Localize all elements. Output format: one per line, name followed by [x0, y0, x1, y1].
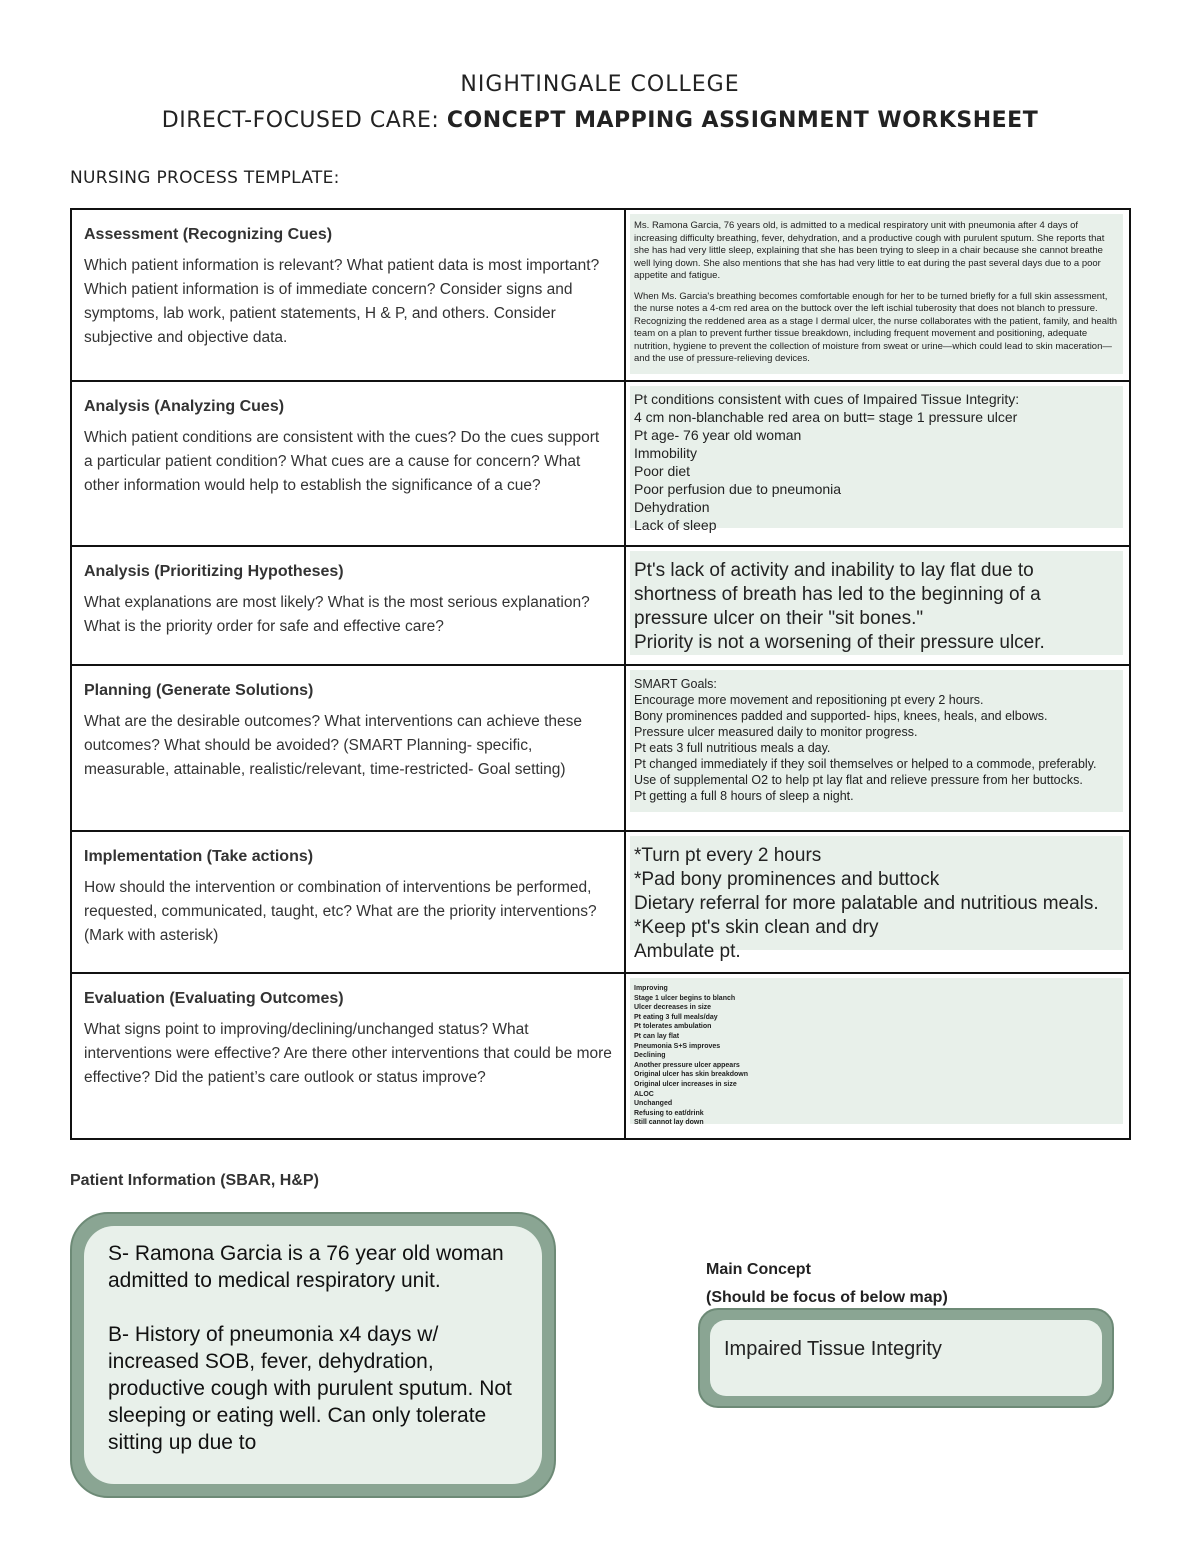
main-concept-value: Impaired Tissue Integrity: [724, 1338, 942, 1360]
row-prompt: Which patient conditions are consistent with the cues? Do the cues support a particular patient condition? What cues are a cause for concern? What other information would help to establish the significance of a cue?: [84, 429, 600, 494]
prompt-cell: [71, 973, 625, 1139]
prompt-cell: [71, 381, 625, 546]
row-prompt: How should the intervention or combination of interventions be performed, requested, communicated, taught, etc? What are the priority interventions? (Mark with asterisk): [84, 879, 597, 944]
response-line: Poor diet: [634, 463, 691, 479]
sbar-background: B- History of pneumonia x4 days w/ increased SOB, fever, dehydration, productive cough with purulent sputum. Not sleeping or eating well. Can only tolerate sitting up due to: [108, 1323, 512, 1454]
response-field-assessment[interactable]: [630, 214, 1123, 374]
response-field-prioritizing[interactable]: [630, 551, 1123, 655]
sbar-text-field[interactable]: [84, 1226, 542, 1484]
patient-info-label: Patient Information (SBAR, H&P): [70, 1172, 319, 1189]
row-heading: Analysis (Analyzing Cues): [84, 398, 285, 415]
response-line: Priority is not a worsening of their pressure ulcer.: [634, 632, 1045, 653]
response-paragraph: Ms. Ramona Garcia, 76 years old, is admitted to a medical respiratory unit with pneumonia after 4 days of increasing difficulty breathing, fever, dehydration, and a productive cough with purulent sputum. She reports that she has had very little sleep, explaining that she has been trying to sleep in a chair because she cannot breathe well lying down. She also mentions that she has had very little to eat during the past several days due to a poor appetite and fatigue.: [634, 220, 1105, 281]
table-row-prioritizing-hypotheses: [71, 546, 1130, 665]
response-line: Dietary referral for more palatable and nutritious meals.: [634, 893, 1099, 914]
response-field-analyzing-cues[interactable]: [630, 386, 1123, 533]
response-line: Pt age- 76 year old woman: [634, 427, 802, 443]
table-row-implementation: [71, 831, 1130, 973]
response-line: Pt eating 3 full meals/day: [634, 1013, 718, 1021]
response-field-evaluation[interactable]: [630, 978, 1123, 1127]
response-line: Unchanged: [634, 1100, 673, 1108]
sbar-situation: S- Ramona Garcia is a 76 year old woman admitted to medical respiratory unit.: [108, 1242, 504, 1292]
response-line: Pneumonia S+S improves: [634, 1042, 721, 1050]
table-row-analyzing-cues: [71, 381, 1130, 546]
response-line: Poor perfusion due to pneumonia: [634, 481, 842, 497]
response-line: Pt tolerates ambulation: [634, 1023, 712, 1031]
response-line: Original ulcer has skin breakdown: [634, 1071, 748, 1079]
row-heading: Planning (Generate Solutions): [84, 682, 314, 699]
response-line: Pt getting a full 8 hours of sleep a night.: [634, 789, 854, 803]
response-field-implementation[interactable]: [630, 836, 1123, 962]
response-line: 4 cm non-blanchable red area on butt= stage 1 pressure ulcer: [634, 409, 1018, 425]
response-line: Another pressure ulcer appears: [634, 1061, 740, 1069]
row-prompt: What explanations are most likely? What is the most serious explanation? What is the priority order for safe and effective care?: [84, 594, 590, 635]
row-prompt: Which patient information is relevant? What patient data is most important? Which patient information is of immediate concern? Consider signs and symptoms, lab work, patient statements, H & P, and others. Consider subjective and objective data.: [84, 257, 600, 346]
table-row-planning: [71, 665, 1130, 831]
prompt-cell: [71, 209, 625, 381]
sbar-box: [70, 1212, 556, 1498]
response-line: Dehydration: [634, 499, 710, 515]
main-concept-subheading: (Should be focus of below map): [706, 1289, 948, 1306]
response-line: Use of supplemental O2 to help pt lay flat and relieve pressure from her buttocks.: [634, 773, 1083, 787]
response-line: Declining: [634, 1052, 666, 1060]
worksheet-title-bold: CONCEPT MAPPING ASSIGNMENT WORKSHEET: [446, 108, 1039, 133]
worksheet-title-prefix: DIRECT-FOCUSED CARE:: [161, 108, 447, 133]
table-row-evaluation: [71, 973, 1130, 1139]
response-line: Pt eats 3 full nutritious meals a day.: [634, 741, 831, 755]
response-cell[interactable]: [625, 831, 1130, 973]
response-line: Stage 1 ulcer begins to blanch: [634, 994, 736, 1002]
response-field-planning[interactable]: [630, 670, 1123, 812]
nursing-process-table: [70, 208, 1131, 1140]
prompt-cell: [71, 546, 625, 665]
response-cell[interactable]: [625, 209, 1130, 381]
response-paragraph: When Ms. Garcia's breathing becomes comfortable enough for her to be turned briefly for a full skin assessment, the nurse notes a 4-cm red area on the buttock over the left ischial tuberosity that does not blanch to pressure. Recognizing the reddened area as a stage I dermal ulcer, the nurse collaborates with the patient, family, and health team on a plan to prevent further tissue breakdown, including frequent movement and positioning, adequate nutrition, hygiene to prevent the collection of moisture from sweat or urine—which could lead to skin maceration—and the use of pressure-relieving devices.: [634, 290, 1118, 364]
response-line: Bony prominences padded and supported- hips, knees, heals, and elbows.: [634, 709, 1048, 723]
response-line: SMART Goals:: [634, 677, 717, 691]
response-line: Pressure ulcer measured daily to monitor progress.: [634, 725, 918, 739]
response-cell[interactable]: [625, 546, 1130, 665]
response-line: Refusing to eat/drink: [634, 1109, 704, 1117]
response-line: Pt's lack of activity and inability to lay flat due to shortness of breath has led to the beginning of a pressure ulcer on their "sit bones.": [634, 560, 1041, 629]
response-line: Pt conditions consistent with cues of Impaired Tissue Integrity:: [634, 391, 1020, 407]
main-concept-label: [706, 1256, 948, 1312]
response-line: Immobility: [634, 445, 698, 461]
main-concept-heading: Main Concept: [706, 1261, 811, 1278]
response-line: Improving: [634, 985, 668, 992]
row-heading: Assessment (Recognizing Cues): [84, 226, 333, 243]
response-line: Pt changed immediately if they soil themselves or helped to a commode, preferably.: [634, 757, 1097, 771]
response-line: Ulcer decreases in size: [634, 1004, 712, 1012]
main-concept-box: [698, 1308, 1114, 1408]
response-line: Original ulcer increases in size: [634, 1080, 737, 1088]
row-heading: Analysis (Prioritizing Hypotheses): [84, 563, 344, 580]
response-cell[interactable]: [625, 381, 1130, 546]
row-prompt: What are the desirable outcomes? What interventions can achieve these outcomes? What should be avoided? (SMART Planning- specific, measurable, attainable, realistic/relevant, time-restricted- Goal setting): [84, 713, 582, 778]
row-prompt: What signs point to improving/declining/unchanged status? What interventions were effective? Are there other interventions that could be more effective? Did the patient’s care outlook or status improve?: [84, 1021, 612, 1086]
response-line: *Turn pt every 2 hours: [634, 845, 822, 866]
table-row-assessment: [71, 209, 1130, 381]
row-heading: Implementation (Take actions): [84, 848, 314, 865]
response-line: Ambulate pt.: [634, 941, 741, 962]
response-line: Pt can lay flat: [634, 1032, 680, 1040]
response-line: Still cannot lay down: [634, 1119, 704, 1127]
template-label: NURSING PROCESS TEMPLATE:: [70, 168, 340, 188]
prompt-cell: [71, 831, 625, 973]
college-title: NIGHTINGALE COLLEGE: [460, 72, 740, 97]
response-line: Lack of sleep: [634, 517, 717, 533]
response-line: *Keep pt's skin clean and dry: [634, 917, 879, 938]
prompt-cell: [71, 665, 625, 831]
worksheet-title: [0, 108, 1200, 133]
row-heading: Evaluation (Evaluating Outcomes): [84, 990, 344, 1007]
main-concept-field[interactable]: [710, 1320, 1102, 1396]
response-cell[interactable]: [625, 665, 1130, 831]
response-line: *Pad bony prominences and buttock: [634, 869, 940, 890]
response-line: Encourage more movement and repositioning pt every 2 hours.: [634, 693, 984, 707]
response-line: ALOC: [634, 1090, 654, 1098]
response-cell[interactable]: [625, 973, 1130, 1139]
